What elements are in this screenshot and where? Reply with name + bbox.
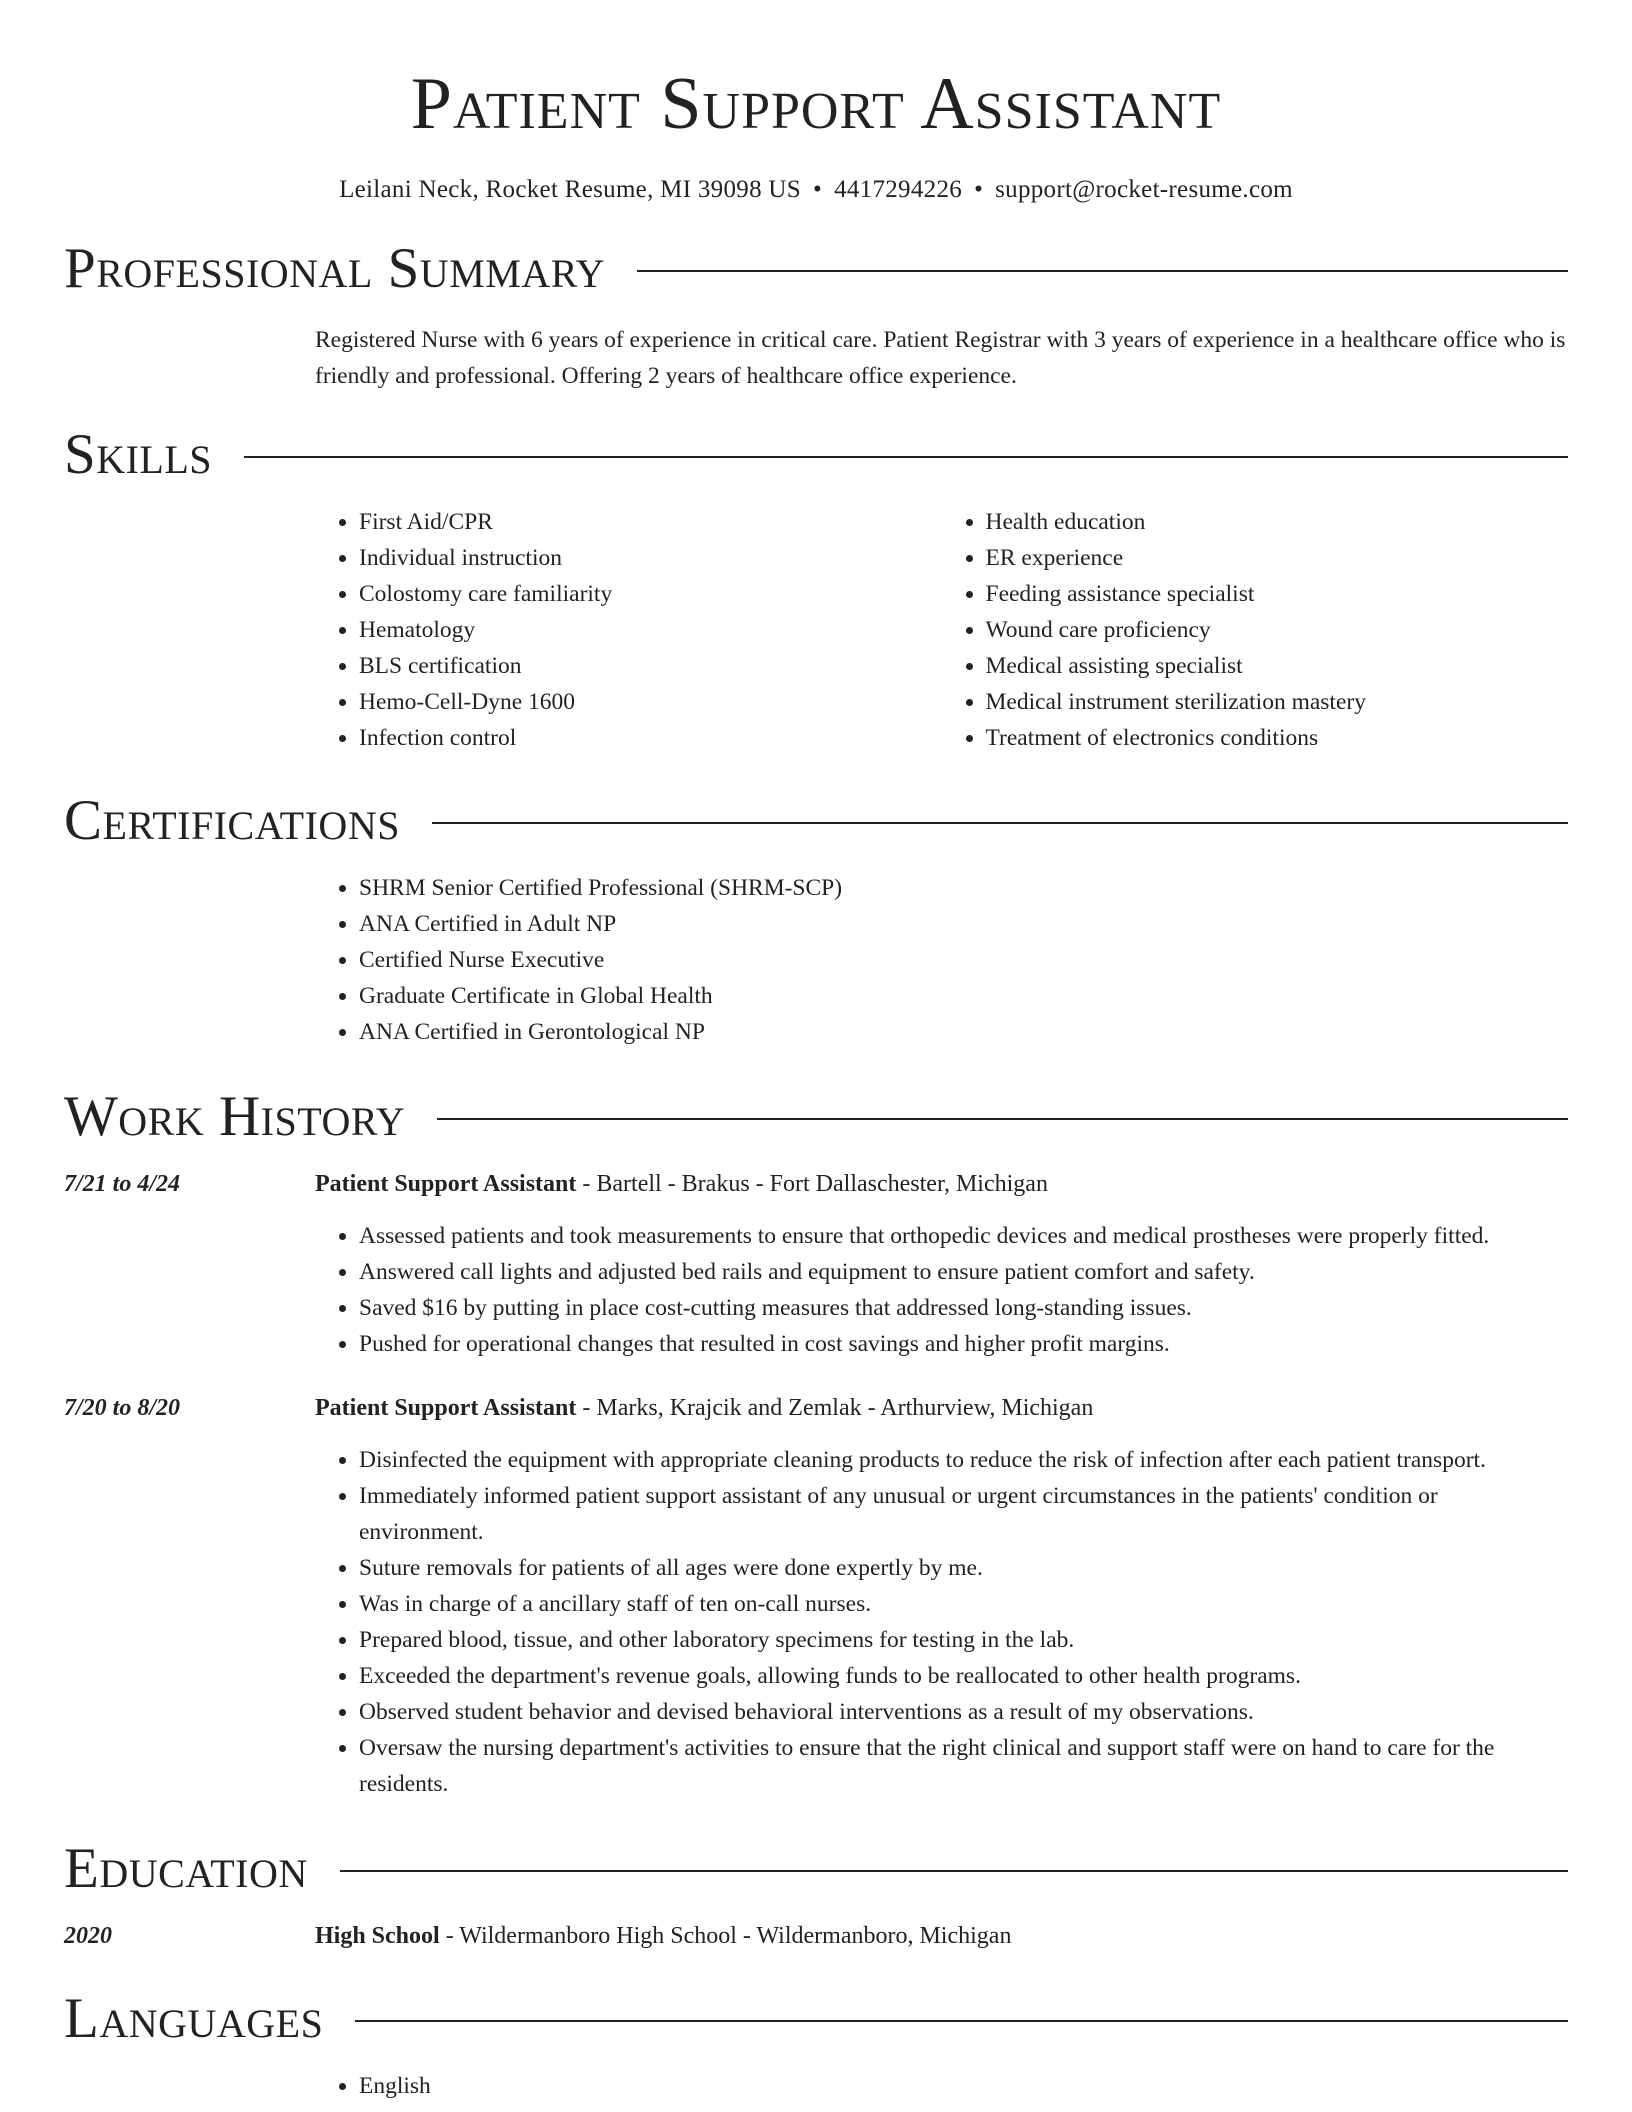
skill-item: • Medical assisting specialist: [986, 648, 1569, 684]
section-divider: [340, 1870, 1568, 1872]
job-details: [315, 1390, 1568, 1802]
job-entry: [64, 1390, 1568, 1802]
job-bullet: • Oversaw the nursing department's activities to ensure that the right clinical and support staff were on hand to care for the residents.: [359, 1730, 1568, 1802]
job-bullet: • Observed student behavior and devised behavioral interventions as a result of my observations.: [359, 1694, 1568, 1730]
job-title: Patient Support Assistant: [315, 1395, 577, 1421]
education-section-header: [64, 1834, 1568, 1904]
job-bullet: • Prepared blood, tissue, and other laboratory specimens for testing in the lab.: [359, 1622, 1568, 1658]
languages-section-header: [64, 1984, 1568, 2054]
job-heading: [315, 1390, 1568, 1426]
certifications-section-header: [64, 786, 1568, 856]
skill-item: • BLS certification: [359, 648, 942, 684]
education-year: 2020: [64, 1923, 112, 1949]
summary-heading: Professional Summary: [64, 237, 606, 300]
skill-item: • First Aid/CPR: [359, 504, 942, 540]
certification-item: • Graduate Certificate in Global Health: [359, 978, 1568, 1014]
skills-right-column: [942, 504, 1569, 756]
contact-separator: •: [813, 176, 823, 203]
education-details: [315, 1918, 1568, 1954]
section-divider: [437, 1118, 1568, 1120]
education-heading: Education: [64, 1837, 308, 1900]
job-employer: - Marks, Krajcik and Zemlak - Arthurview, Michigan: [576, 1395, 1094, 1421]
section-divider: [637, 270, 1568, 272]
section-divider: [355, 2020, 1568, 2022]
job-bullet: • Immediately informed patient support assistant of any unusual or urgent circumstances in the patients' condition or environment.: [359, 1478, 1568, 1550]
summary-text: Registered Nurse with 6 years of experience in critical care. Patient Registrar with 3 years of experience in a healthcare office who is friendly and professional. Offering 2 years of healthcare office experience.: [315, 327, 1566, 389]
skills-left-column: [315, 504, 942, 756]
job-bullet: • Answered call lights and adjusted bed rails and equipment to ensure patient comfort and safety.: [359, 1254, 1568, 1290]
skill-item: • Colostomy care familiarity: [359, 576, 942, 612]
contact-line: [64, 176, 1568, 204]
skill-item: • Treatment of electronics conditions: [986, 720, 1569, 756]
certifications-list: [315, 870, 1568, 1050]
skills-heading: Skills: [64, 423, 213, 486]
certifications-items: [315, 870, 1568, 1050]
skill-item: • Hemo-Cell-Dyne 1600: [359, 684, 942, 720]
job-title: Patient Support Assistant: [315, 1171, 577, 1197]
languages-items: [315, 2068, 1568, 2104]
job-bullet: • Pushed for operational changes that resulted in cost savings and higher profit margins.: [359, 1326, 1568, 1362]
job-dates: 7/20 to 8/20: [64, 1395, 181, 1421]
job-employer: - Bartell - Brakus - Fort Dallaschester, Michigan: [576, 1171, 1048, 1197]
skill-item: • Wound care proficiency: [986, 612, 1569, 648]
job-bullet: • Suture removals for patients of all ages were done expertly by me.: [359, 1550, 1568, 1586]
skill-item: • Infection control: [359, 720, 942, 756]
skill-item: • Feeding assistance specialist: [986, 576, 1569, 612]
job-entry: [64, 1166, 1568, 1362]
skill-item: • ER experience: [986, 540, 1569, 576]
skill-item: • Individual instruction: [359, 540, 942, 576]
work-history-list: [64, 1166, 1568, 1802]
languages-heading: Languages: [64, 1987, 324, 2050]
job-bullets: [315, 1218, 1568, 1362]
work-section-header: [64, 1082, 1568, 1152]
job-heading: [315, 1166, 1568, 1202]
education-degree: High School: [315, 1923, 440, 1949]
skill-item: • Health education: [986, 504, 1569, 540]
certification-item: • ANA Certified in Gerontological NP: [359, 1014, 1568, 1050]
language-item: • English: [359, 2068, 1568, 2104]
section-divider: [432, 822, 1568, 824]
skill-item: • Medical instrument sterilization mastery: [986, 684, 1569, 720]
job-bullet: • Exceeded the department's revenue goals, allowing funds to be reallocated to other health programs.: [359, 1658, 1568, 1694]
job-bullets: [315, 1442, 1568, 1802]
skill-item: • Hematology: [359, 612, 942, 648]
education-school: - Wildermanboro High School - Wildermanboro, Michigan: [439, 1923, 1012, 1949]
contact-address: Leilani Neck, Rocket Resume, MI 39098 US: [339, 176, 801, 203]
job-details: [315, 1166, 1568, 1362]
work-heading: Work History: [64, 1085, 406, 1148]
skills-list: [315, 504, 1568, 756]
languages-list: [315, 2068, 1568, 2104]
candidate-title: Patient Support Assistant: [410, 63, 1222, 145]
job-bullet: • Saved $16 by putting in place cost-cutting measures that addressed long-standing issues.: [359, 1290, 1568, 1326]
job-bullet: • Disinfected the equipment with appropriate cleaning products to reduce the risk of infection after each patient transport.: [359, 1442, 1568, 1478]
summary-section-header: [64, 234, 1568, 304]
skills-section-header: [64, 420, 1568, 490]
job-bullet: • Assessed patients and took measurements to ensure that orthopedic devices and medical prostheses were properly fitted.: [359, 1218, 1568, 1254]
contact-separator: •: [974, 176, 984, 203]
certifications-heading: Certifications: [64, 789, 400, 852]
certification-item: • SHRM Senior Certified Professional (SHRM-SCP): [359, 870, 1568, 906]
education-entry: [64, 1918, 1568, 1954]
job-bullet: • Was in charge of a ancillary staff of ten on-call nurses.: [359, 1586, 1568, 1622]
section-divider: [244, 456, 1568, 458]
contact-phone: 4417294226: [834, 176, 963, 203]
job-dates: 7/21 to 4/24: [64, 1171, 181, 1197]
certification-item: • Certified Nurse Executive: [359, 942, 1568, 978]
certification-item: • ANA Certified in Adult NP: [359, 906, 1568, 942]
contact-email: support@rocket-resume.com: [995, 176, 1293, 203]
